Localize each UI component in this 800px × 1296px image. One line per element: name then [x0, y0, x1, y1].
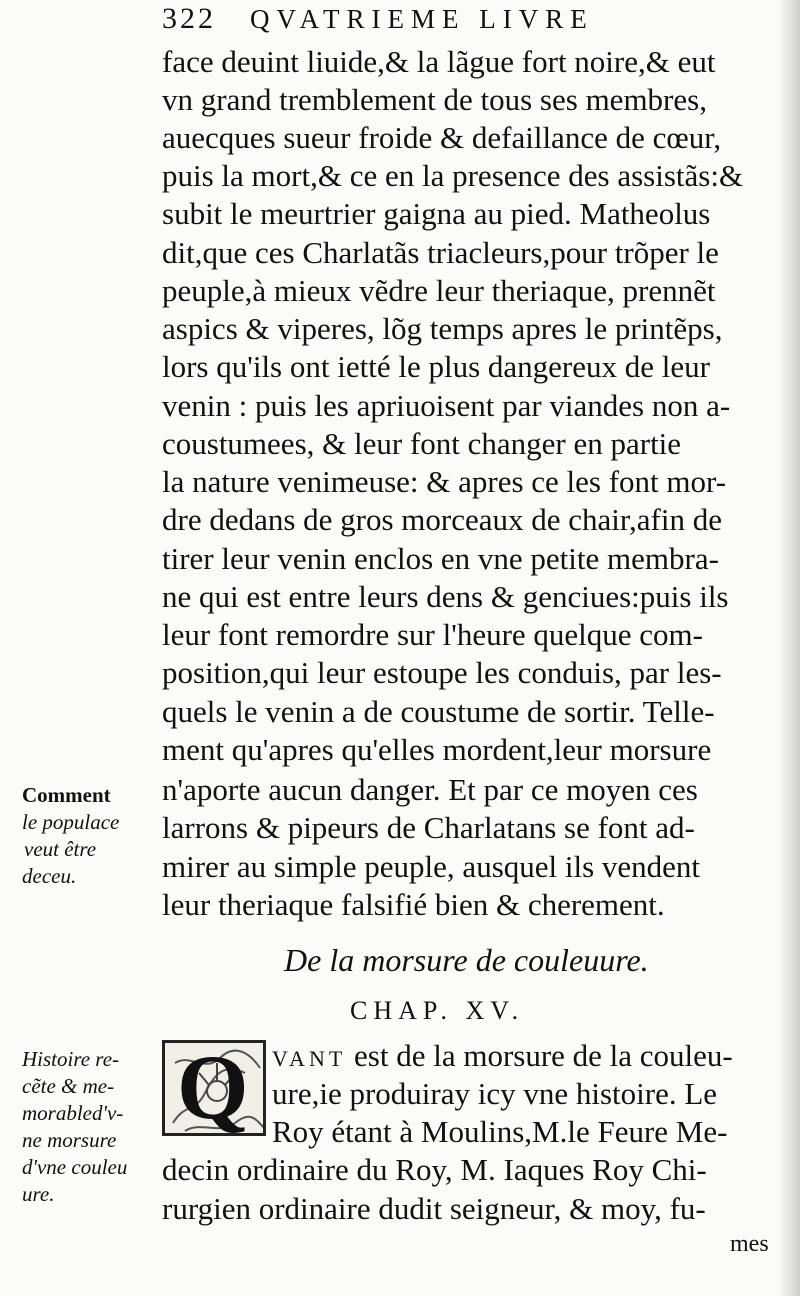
margin-note-line: le populace: [22, 810, 120, 834]
section-title: De la morsure de couleuure.: [284, 942, 649, 978]
text-line: venin : puis les apriuoisent par viandes non a-: [162, 388, 731, 423]
text-line: position,qui leur estoupe les conduis, par les-: [162, 655, 722, 690]
text-line: rurgien ordinaire dudit seigneur, & moy, fu-: [162, 1191, 706, 1226]
page-edge-shadow: [778, 0, 800, 1296]
page-header: [162, 2, 782, 42]
text-line: mirer au simple peuple, ausquel ils vendent: [162, 849, 701, 884]
text-line: leur font remordre sur l'heure quelque com-: [162, 617, 703, 652]
text-line: decin ordinaire du Roy, M. Iaques Roy Chi-: [162, 1152, 707, 1187]
text-line: lors qu'ils ont ietté le plus dangereux de leur: [162, 349, 710, 384]
margin-note-line: cẽte & me-: [22, 1074, 115, 1098]
margin-note-line: ure.: [22, 1182, 55, 1206]
margin-note-line: ne morsure: [22, 1128, 117, 1152]
margin-note-line: d'vne couleu: [22, 1155, 128, 1179]
margin-note: [22, 782, 158, 890]
catchword: mes: [730, 1231, 769, 1257]
text-line: la nature venimeuse: & apres ce les font mor-: [162, 464, 727, 499]
text-line: larrons & pipeurs de Charlatans se font ad-: [162, 810, 695, 845]
text-line: quels le venin a de coustume de sortir. Telle-: [162, 694, 715, 729]
text-line: dre dedans de gros morceaux de chair,afin de: [162, 502, 722, 537]
text-line: Roy étant à Moulins,M.le Feure Me-: [272, 1114, 728, 1149]
chapter-heading: CHAP. XV.: [350, 996, 525, 1025]
text-line: peuple,à mieux vẽdre leur theriaque, prennẽt: [162, 273, 716, 308]
text-line: subit le meurtrier gaigna au pied. Matheolus: [162, 196, 711, 231]
text-line: aspics & viperes, lõg temps apres le printẽps,: [162, 311, 723, 346]
text-line: vn grand tremblement de tous ses membres,: [162, 82, 707, 117]
margin-note: [22, 1046, 158, 1208]
text-line: ne qui est entre leurs dens & genciues:puis ils: [162, 579, 729, 614]
text-line: auecques sueur froide & defaillance de cœur,: [162, 120, 722, 155]
page-number: 322: [162, 2, 216, 35]
drop-cap-letter: Q: [177, 1040, 249, 1136]
margin-note-line: deceu.: [22, 864, 77, 888]
text-line: ment qu'apres qu'elles mordent,leur morsure: [162, 732, 712, 767]
drop-cap-ornament: [162, 1040, 266, 1136]
text-line: n'aporte aucun danger. Et par ce moyen ces: [162, 772, 698, 807]
chapter-first-line: [272, 1036, 772, 1076]
text-line: face deuint liuide,& la lãgue fort noire,& eut: [162, 44, 716, 79]
margin-note-line: Comment: [22, 783, 111, 807]
margin-note-line: Histoire re-: [22, 1047, 120, 1071]
text-line: tirer leur venin enclos en vne petite membra-: [162, 541, 719, 576]
text-line: ure,ie produiray icy vne histoire. Le: [272, 1076, 718, 1111]
running-title: QVATRIEME LIVRE: [250, 4, 594, 34]
margin-note-line: veut être: [24, 837, 97, 861]
text-line: puis la mort,& ce en la presence des assistãs:&: [162, 158, 744, 193]
text-line: dit,que ces Charlatãs triacleurs,pour trõper le: [162, 235, 719, 270]
margin-note-line: morabled'v-: [22, 1101, 124, 1125]
chapter-first-line-text: est de la morsure de la couleu-: [354, 1038, 733, 1073]
text-line: coustumees, & leur font changer en partie: [162, 426, 682, 461]
chapter-lead-caps: VANT: [272, 1046, 347, 1071]
text-line: leur theriaque falsifié bien & cherement.: [162, 887, 665, 922]
